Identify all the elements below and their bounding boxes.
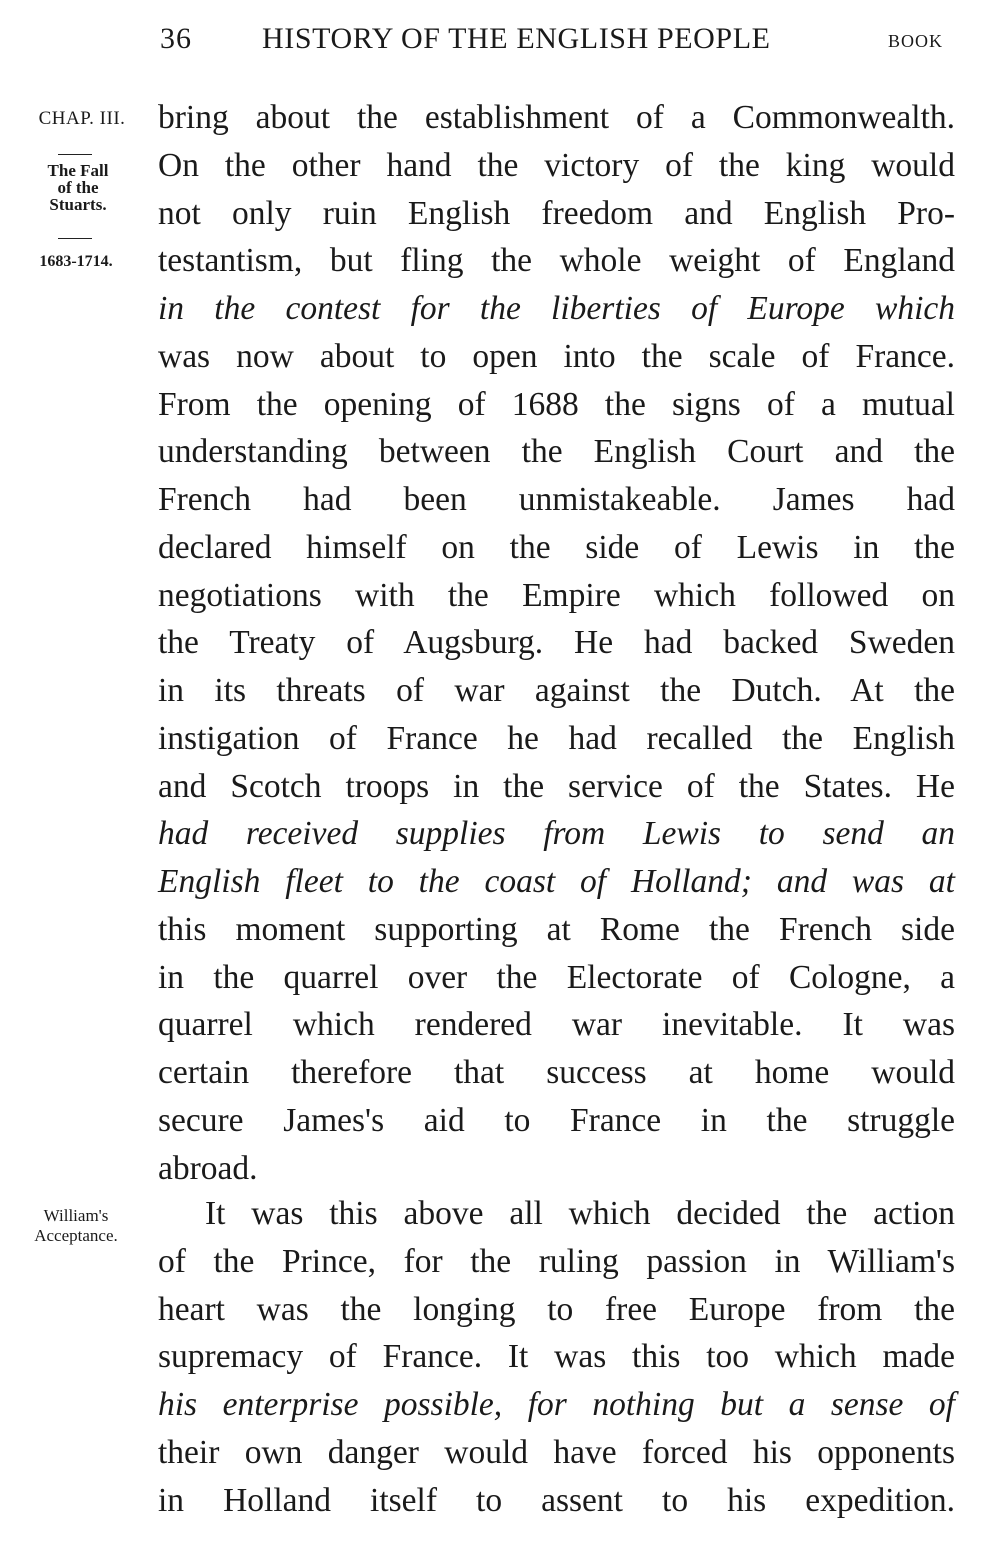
text-line: this moment supporting at Rome the French side: [158, 910, 955, 948]
text-line: in the contest for the liberties of Europe which: [158, 290, 955, 327]
text-line: their own danger would have forced his opponents: [158, 1433, 955, 1471]
margin-rule-bottom: [58, 238, 92, 239]
text-line: had received supplies from Lewis to send an: [158, 815, 955, 853]
text-line: in Holland itself to assent to his expedition.: [158, 1481, 955, 1519]
text-line: negotiations with the Empire which followed on: [158, 576, 955, 614]
text-line: his enterprise possible, for nothing but a sense of: [158, 1386, 955, 1423]
margin-note-williams-acceptance: [4, 1206, 148, 1246]
text-line: English fleet to the coast of Holland; and was at: [158, 863, 955, 900]
text-line: in the quarrel over the Electorate of Cologne, a: [158, 958, 955, 996]
page-number: 36: [160, 22, 192, 55]
margin-chapter: CHAP. III.: [38, 108, 126, 129]
margin-topic-line3: Stuarts.: [49, 195, 107, 214]
text-line: the Treaty of Augsburg. He had backed Sweden: [158, 624, 955, 662]
text-line: and Scotch troops in the service of the States. He: [158, 767, 955, 805]
text-line: in its threats of war against the Dutch. At the: [158, 672, 955, 709]
margin-rule-top: [58, 154, 92, 155]
text-line: understanding between the English Court and the: [158, 433, 955, 471]
text-line: secure James's aid to France in the struggle: [158, 1101, 955, 1139]
text-line: abroad.: [158, 1149, 258, 1187]
running-head: [0, 22, 1000, 62]
book-label: BOOK: [888, 31, 944, 51]
text-line: French had been unmistakeable. James had: [158, 481, 955, 518]
text-line: On the other hand the victory of the king would: [158, 146, 955, 184]
book-title: HISTORY OF THE ENGLISH PEOPLE: [262, 22, 771, 55]
text-line: not only ruin English freedom and English Pro-: [158, 194, 955, 232]
margin-topic-line2: of the: [57, 178, 99, 197]
paragraph-1: [158, 94, 955, 1192]
margin-topic: [18, 162, 138, 213]
text-line: From the opening of 1688 the signs of a mutual: [158, 385, 955, 423]
margin-note2-line2: Acceptance.: [34, 1226, 118, 1245]
text-line: quarrel which rendered war inevitable. It was: [158, 1006, 955, 1044]
text-line: of the Prince, for the ruling passion in William's: [158, 1242, 955, 1280]
text-line: heart was the longing to free Europe from the: [158, 1290, 955, 1328]
text-line: It was this above all which decided the action: [205, 1195, 955, 1232]
text-line: declared himself on the side of Lewis in the: [158, 528, 955, 566]
paragraph-2: [158, 1190, 955, 1524]
text-line: testantism, but fling the whole weight of England: [158, 242, 955, 280]
text-line: supremacy of France. It was this too which made: [158, 1338, 955, 1376]
text-line: bring about the establishment of a Commonwealth.: [158, 99, 955, 136]
text-line: instigation of France he had recalled the English: [158, 719, 955, 757]
margin-note2-line1: William's: [43, 1206, 109, 1225]
margin-dates: 1683-1714.: [39, 253, 113, 270]
text-line: was now about to open into the scale of France.: [158, 337, 955, 375]
text-line: certain therefore that success at home would: [158, 1054, 955, 1091]
margin-topic-line1: The Fall: [47, 161, 109, 180]
